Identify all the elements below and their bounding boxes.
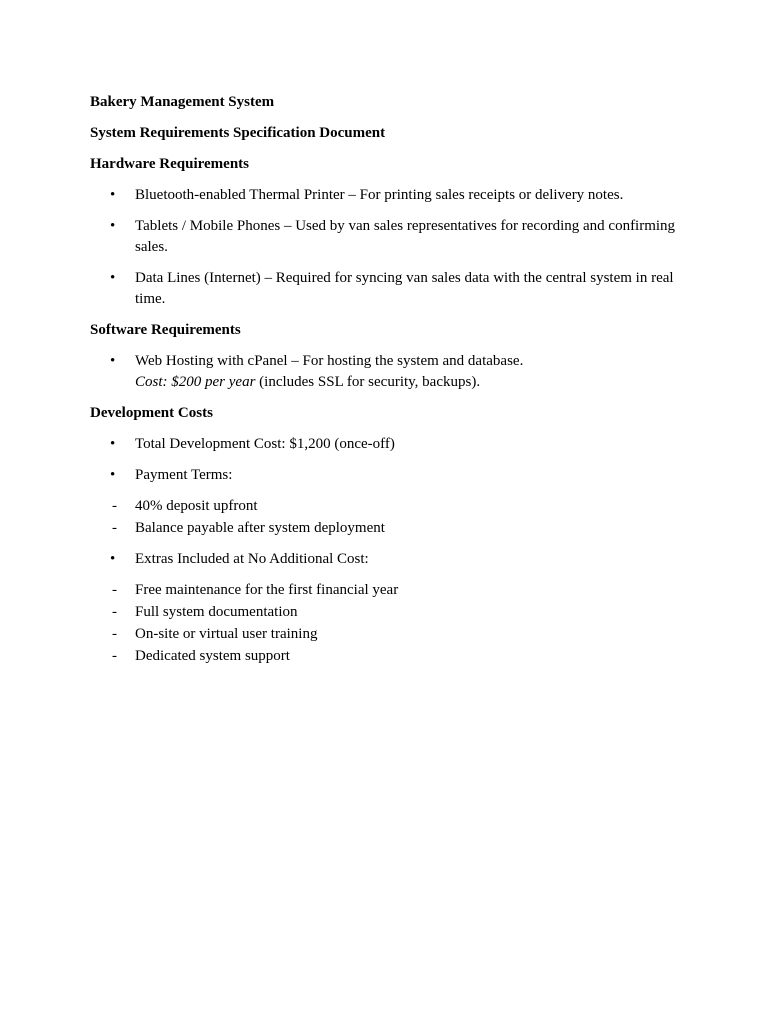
list-item: [90, 624, 686, 645]
list-item: [90, 185, 686, 206]
list-item-text: On-site or virtual user training: [135, 626, 318, 642]
software-heading: Software Requirements: [90, 322, 241, 338]
list-item-text: Free maintenance for the first financial year: [135, 582, 399, 598]
list-item: [90, 465, 686, 486]
hardware-heading: Hardware Requirements: [90, 156, 250, 172]
bullet-marker: •: [110, 353, 116, 369]
bullet-marker: •: [110, 187, 116, 203]
bullet-marker: •: [110, 270, 116, 286]
cost-label: Cost: $200 per year: [135, 374, 256, 390]
development-heading: Development Costs: [90, 405, 213, 421]
software-list: [90, 351, 686, 393]
list-item: [90, 268, 686, 310]
list-item: [90, 351, 686, 393]
list-item-text: Total Development Cost: $1,200 (once-off): [135, 436, 395, 452]
bullet-marker: •: [110, 467, 116, 483]
dash-marker: -: [112, 604, 117, 620]
list-item-text: Full system documentation: [135, 604, 298, 620]
extras-list: [90, 580, 686, 667]
document-subtitle: System Requirements Specification Document: [90, 125, 386, 141]
list-item-text: Tablets / Mobile Phones – Used by van sales representatives for recording and confirming sales.: [135, 218, 676, 255]
list-item: [90, 496, 686, 517]
dash-marker: -: [112, 648, 117, 664]
list-item-text: Web Hosting with cPanel – For hosting the system and database.: [135, 353, 524, 369]
list-item-text: Payment Terms:: [135, 467, 233, 483]
bullet-marker: •: [110, 218, 116, 234]
bullet-marker: •: [110, 551, 116, 567]
dash-marker: -: [112, 498, 117, 514]
list-item: [90, 646, 686, 667]
list-item: [90, 434, 686, 455]
list-item-text: Balance payable after system deployment: [135, 520, 385, 536]
list-item-text: Bluetooth-enabled Thermal Printer – For printing sales receipts or delivery notes.: [135, 187, 624, 203]
list-item: [90, 549, 686, 570]
list-item-text: Dedicated system support: [135, 648, 290, 664]
list-item-text: Data Lines (Internet) – Required for syncing van sales data with the central system in real time.: [135, 270, 674, 307]
list-item: [90, 216, 686, 258]
payment-terms-list: [90, 496, 686, 539]
extras-heading-list: [90, 549, 686, 570]
cost-detail: (includes SSL for security, backups).: [255, 374, 481, 390]
list-item-text: 40% deposit upfront: [135, 498, 258, 514]
bullet-marker: •: [110, 436, 116, 452]
dash-marker: -: [112, 520, 117, 536]
document-title: Bakery Management System: [90, 94, 275, 110]
dash-marker: -: [112, 626, 117, 642]
document-body: [90, 92, 686, 677]
list-item-text: Extras Included at No Additional Cost:: [135, 551, 369, 567]
development-list: [90, 434, 686, 486]
list-item: [90, 518, 686, 539]
list-item: [90, 580, 686, 601]
hardware-list: [90, 185, 686, 310]
dash-marker: -: [112, 582, 117, 598]
list-item: [90, 602, 686, 623]
